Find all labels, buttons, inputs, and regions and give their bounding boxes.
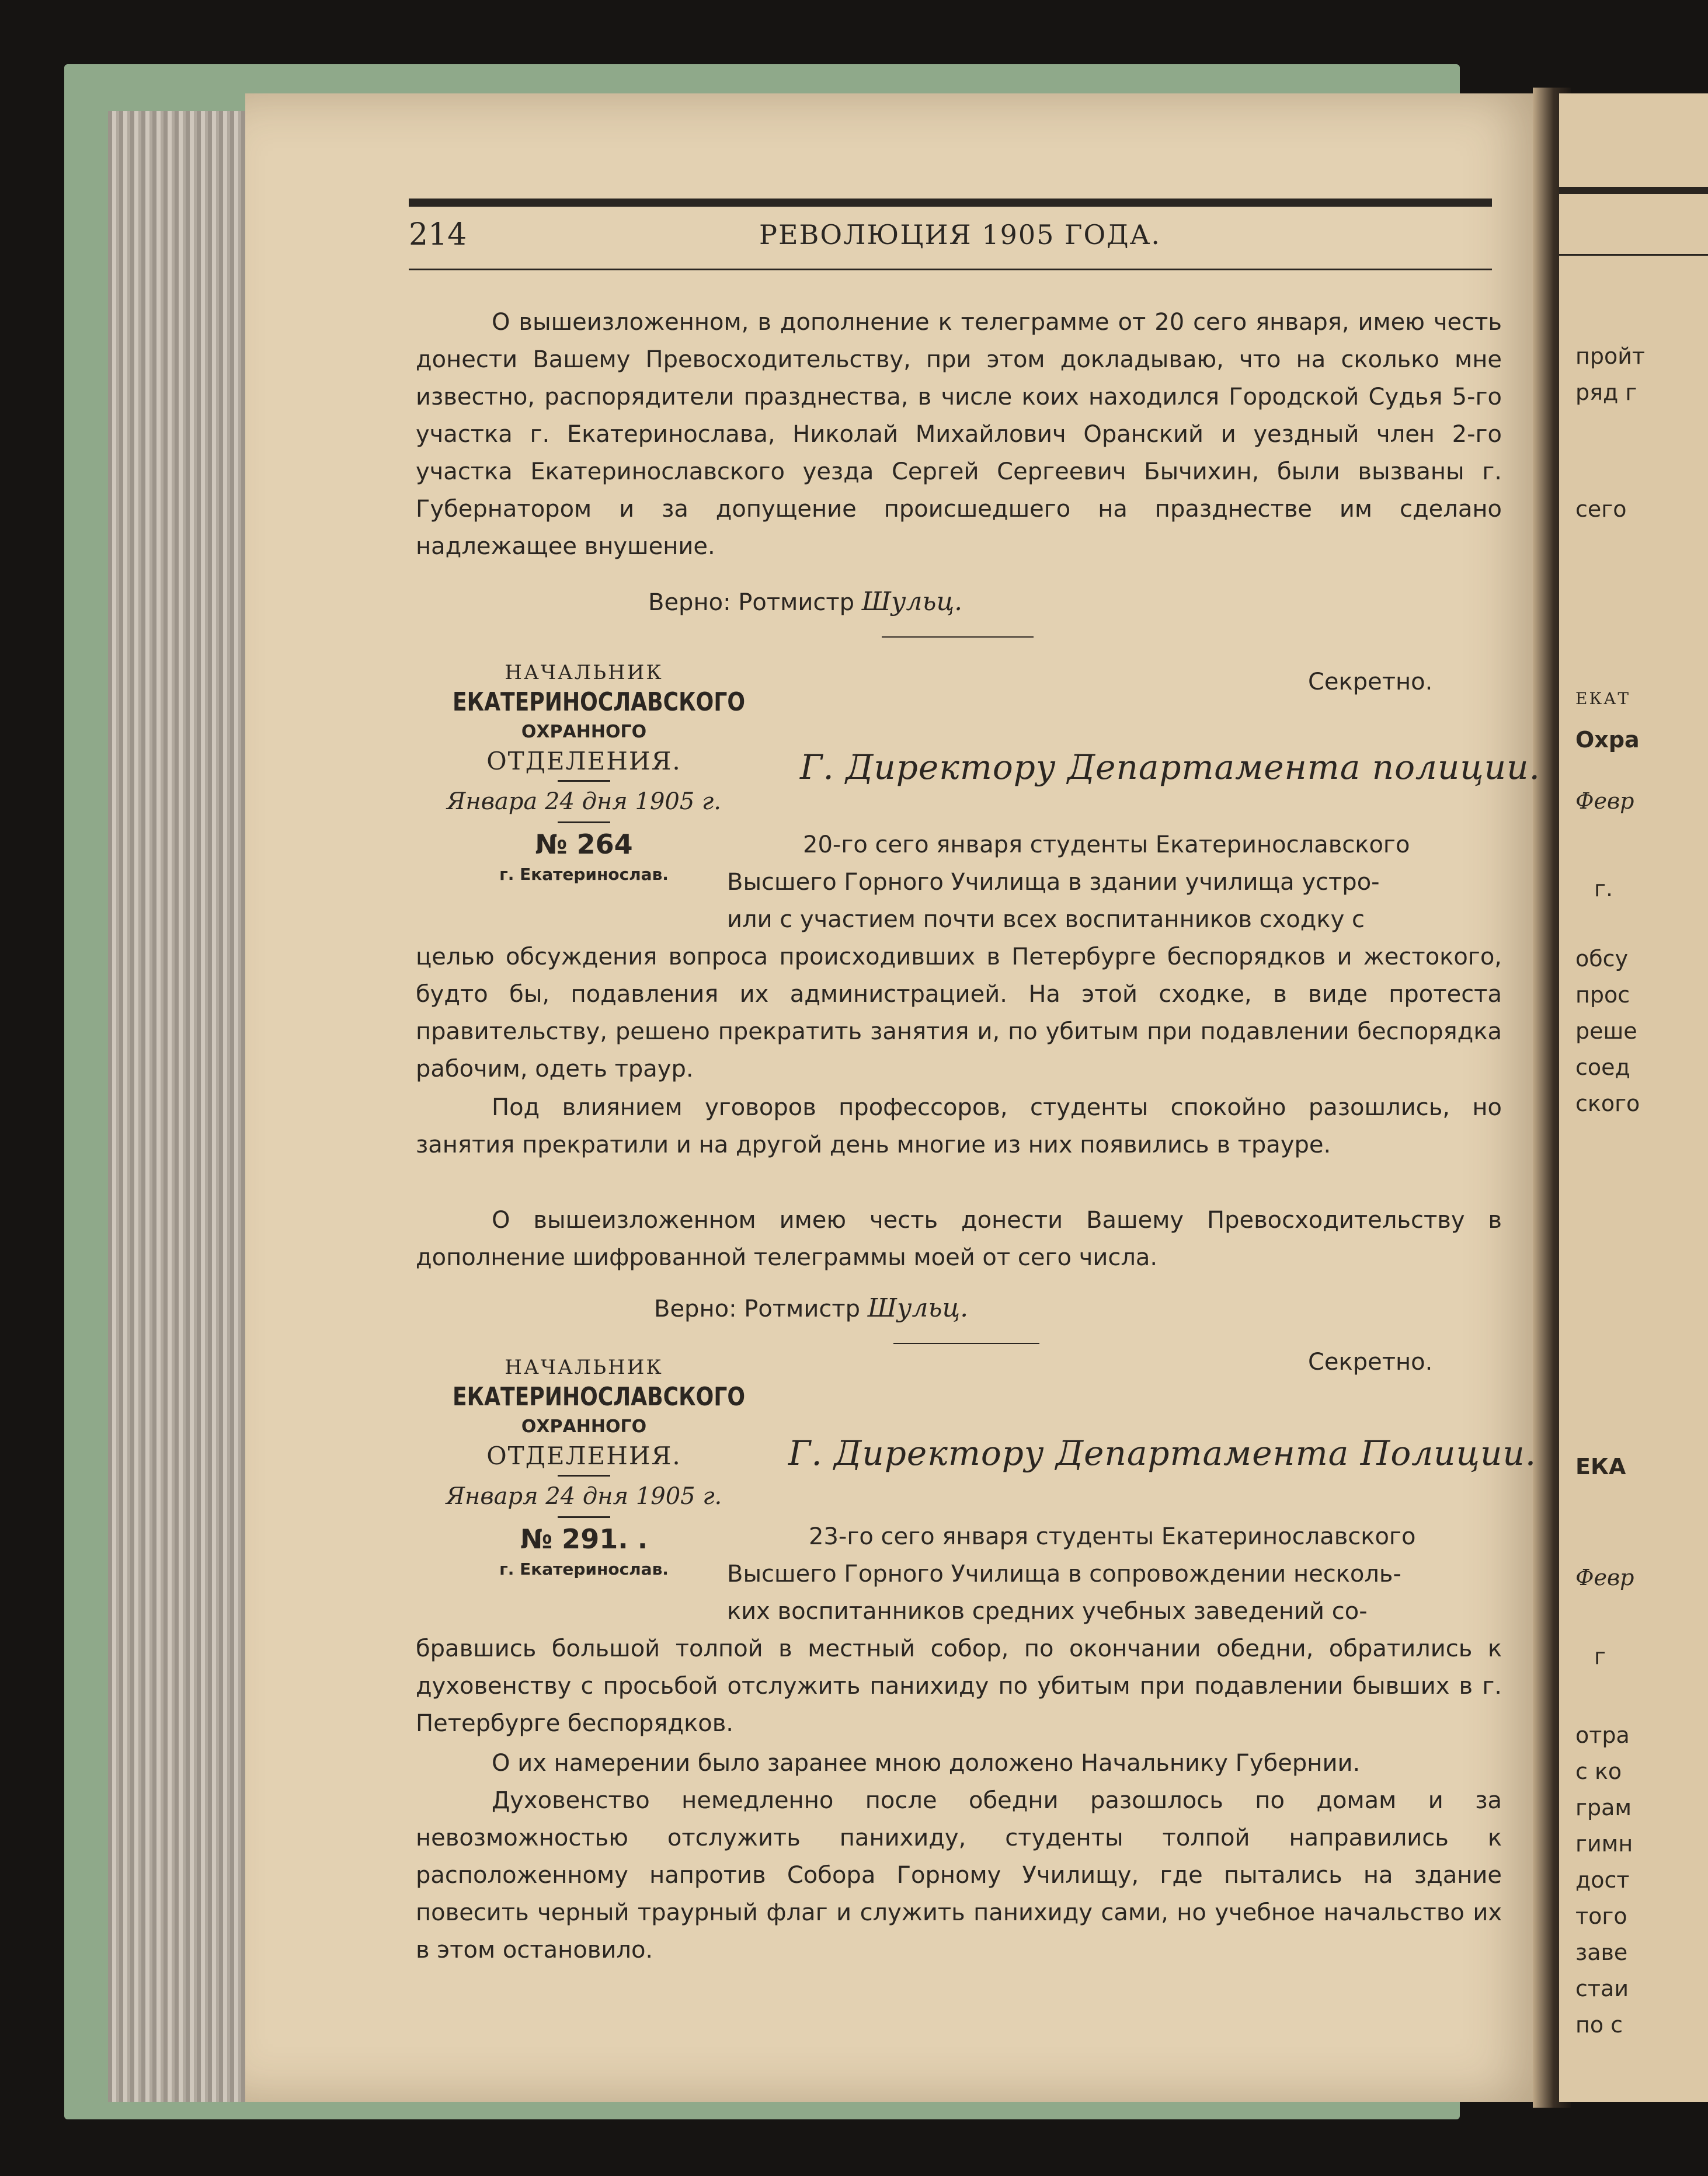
next-page-text: ряд г [1575, 380, 1637, 405]
intro-paragraph: О вышеизложенном, в дополнение к телеграмме от 20 сего января, имею честь донести Вашему Превосходительству, при этом докладываю, что на сколько мне известно, распорядители празднества, в числе коих находился Городской Судья 5-го участка г. Екатеринослава, Николай Михайлович Оранский и уездный член 2-го участка Екатеринославского уезда Сергей Сергеевич Бычихин, были вызваны г. Губернатором и за допущение происшедшего на празднестве им сделано надлежащее внушение. [416, 309, 1502, 560]
next-page-text: ЕКА [1575, 1454, 1626, 1479]
next-page-fragment [1559, 93, 1708, 2102]
next-page-text: г. [1594, 876, 1613, 901]
sender-rule [558, 780, 610, 782]
document-number: № 291. . [520, 1523, 648, 1555]
sender-dept: ОТДЕЛЕНИЯ. [486, 1442, 681, 1470]
verified-line-1 [648, 587, 962, 617]
classification-label: Секретно. [1308, 1349, 1433, 1376]
lead-line: или с участием почти всех воспитанников сходку с [727, 906, 1365, 933]
sender-rule [558, 1475, 610, 1477]
sender-rule [558, 821, 610, 823]
next-page-text: пройт [1575, 343, 1646, 369]
lead-line: 23-го сего января студенты Екатеринославского [809, 1523, 1416, 1550]
document-date: Январа 24 дня 1905 г. [447, 788, 721, 815]
sender-sub: ОХРАННОГО [521, 1416, 647, 1437]
sender-block-1 [420, 660, 747, 886]
addressee: Г. Директору Департамента полиции. [800, 747, 1540, 787]
lead-lines-1 [727, 826, 1502, 938]
verified-label: Верно: Ротмистр [654, 1296, 861, 1322]
next-page-text: сего [1575, 496, 1627, 522]
next-page-text: ского [1575, 1091, 1640, 1116]
next-page-text: дост [1575, 1867, 1630, 1893]
paragraph-2-2: О их намерении было заранее мною доложено Начальнику Губернии. [492, 1750, 1361, 1777]
document-city: г. Екатеринослав. [499, 1559, 669, 1579]
sender-sub: ОХРАННОГО [521, 722, 647, 742]
next-page-header-rule [1559, 187, 1708, 194]
next-page-text: отра [1575, 1722, 1630, 1748]
next-page-text: Охра [1575, 727, 1640, 753]
sender-rule [558, 1516, 610, 1518]
signature: Шульц. [867, 1293, 969, 1323]
signature-rule [882, 636, 1034, 638]
next-page-text: гимн [1575, 1831, 1633, 1857]
paragraph-3-1: О вышеизложенном имею честь донести Вашему Превосходительству в дополнение шифрованной телеграммы моей от сего числа. [416, 1207, 1502, 1271]
sender-title: НАЧАЛЬНИК [505, 1356, 663, 1379]
lead-line: Высшего Горного Училища в здании училища устро- [727, 869, 1380, 896]
sender-block-2 [420, 1355, 747, 1581]
next-page-text: грам [1575, 1795, 1632, 1820]
next-page-text: с ко [1575, 1759, 1622, 1784]
sender-main: ЕКАТЕРИНОСЛАВСКОГО [452, 687, 745, 717]
next-page-text: заве [1575, 1940, 1628, 1965]
next-page-text: того [1575, 1903, 1627, 1929]
header-rule-thin [409, 269, 1492, 270]
next-page-text: Февр [1575, 788, 1634, 814]
verified-label: Верно: Ротмистр [648, 589, 855, 616]
signature-rule [893, 1343, 1039, 1344]
lead-lines-2 [727, 1518, 1502, 1630]
addressee: Г. Директору Департамента Полиции. [788, 1433, 1537, 1473]
paragraph-2-1: Под влиянием уговоров профессоров, студенты спокойно разошлись, но занятия прекратили и на другой день многие из них появились в трауре. [416, 1094, 1502, 1158]
document-date: Января 24 дня 1905 г. [446, 1483, 722, 1510]
next-page-text: обсу [1575, 946, 1629, 972]
verified-line-2 [654, 1293, 968, 1323]
classification-label: Секретно. [1308, 669, 1433, 695]
next-page-text: ЕКАТ [1575, 689, 1630, 708]
body-continuation-1: целью обсуждения вопроса происходивших в Петербурге беспорядков и жестокого, будто бы, подавления их администрацией. На этой сходке, в виде протеста правительству, решено прекратить занятия и, по убитым при подавлении беспорядка рабочим, одеть траур. [416, 943, 1502, 1082]
next-page-text: реше [1575, 1018, 1637, 1044]
sender-title: НАЧАЛЬНИК [505, 661, 663, 684]
paragraph-3-2: Духовенство немедленно после обедни разошлось по домам и за невозможностью отслужить панихиду, студенты толпой направились к расположенному напротив Собора Горному Училищу, где пытались на здание повесить черный траурный флаг и служить панихиду сами, но учебное начальство их в этом остановило. [416, 1787, 1502, 1963]
page-number: 214 [409, 217, 467, 252]
document-city: г. Екатеринослав. [499, 865, 669, 884]
next-page-text: по с [1575, 2012, 1623, 2038]
sender-main: ЕКАТЕРИНОСЛАВСКОГО [452, 1382, 745, 1412]
document-number: № 264 [535, 828, 633, 860]
next-page-header-thin-rule [1559, 254, 1708, 256]
next-page-text: стаи [1575, 1976, 1629, 2001]
header-rule-thick [409, 199, 1492, 207]
next-page-text: Февр [1575, 1565, 1634, 1590]
next-page-text: прос [1575, 982, 1630, 1008]
sender-dept: ОТДЕЛЕНИЯ. [486, 747, 681, 775]
running-head: РЕВОЛЮЦИЯ 1905 ГОДА. [759, 219, 1161, 250]
next-page-text: г [1594, 1644, 1606, 1669]
next-page-text: соед [1575, 1054, 1630, 1080]
lead-line: 20-го сего января студенты Екатеринославского [803, 831, 1410, 858]
body-continuation-2: бравшись большой толпой в местный собор, по окончании обедни, обратились к духовенству с просьбой отслужить панихиду по убитым при подавлении бывших в г. Петербурге беспорядков. [416, 1635, 1502, 1737]
lead-line: Высшего Горного Училища в сопровождении несколь- [727, 1561, 1401, 1587]
lead-line: ких воспитанников средних учебных заведений со- [727, 1598, 1368, 1625]
signature: Шульц. [861, 587, 963, 617]
